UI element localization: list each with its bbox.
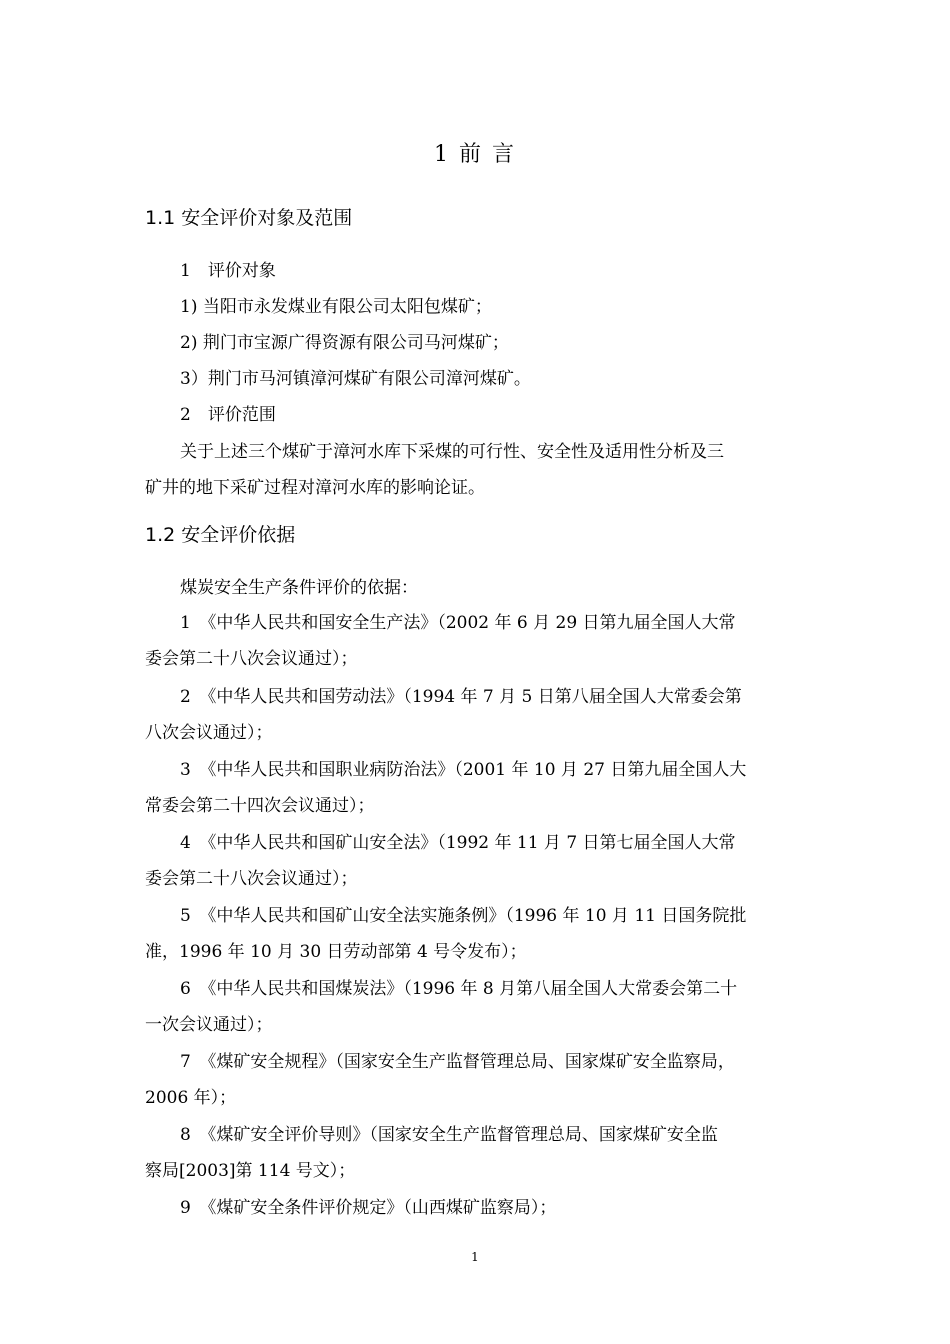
list-item-line: 准，1996 年 10 月 30 日劳动部第 4 号令发布）； [145,942,527,962]
list-item-line: 一次会议通过）； [145,1015,273,1035]
section-heading-1-2: 1.2 安全评价依据 [145,524,296,546]
page-title: 1 前 言 [434,142,516,167]
list-item-line: 6 《中华人民共和国煤炭法》（1996 年 8 月第八届全国人大常委会第二十 [180,979,738,999]
list-item-line: 4 《中华人民共和国矿山安全法》（1992 年 11 月 7 日第七届全国人大常 [180,833,736,853]
list-item-line: 2006 年）； [145,1088,237,1108]
list-item-line: 8 《煤矿安全评价导则》（国家安全生产监督管理总局、国家煤矿安全监 [180,1125,718,1145]
paragraph-line: 2) 荆门市宝源广得资源有限公司马河煤矿； [180,333,509,353]
list-item-line: 7 《煤矿安全规程》（国家安全生产监督管理总局、国家煤矿安全监察局， [180,1052,735,1072]
paragraph-line: 关于上述三个煤矿于漳河水库下采煤的可行性、安全性及适用性分析及三 [180,442,724,462]
page-number: 1 [471,1250,479,1264]
paragraph-line: 1 评价对象 [180,261,276,281]
paragraph-line: 2 评价范围 [180,405,276,425]
list-item-line: 1 《中华人民共和国安全生产法》（2002 年 6 月 29 日第九届全国人大常 [180,613,736,633]
paragraph-line: 3）荆门市马河镇漳河煤矿有限公司漳河煤矿。 [180,369,531,389]
list-item-line: 察局[2003]第 114 号文）； [145,1161,356,1181]
list-item-line: 3 《中华人民共和国职业病防治法》（2001 年 10 月 27 日第九届全国人大 [180,760,747,780]
list-item-line: 八次会议通过）； [145,723,273,743]
paragraph-line: 矿井的地下采矿过程对漳河水库的影响论证。 [145,478,485,498]
list-item-line: 常委会第二十四次会议通过）； [145,796,375,816]
section-heading-1-1: 1.1 安全评价对象及范围 [145,207,353,229]
list-item-line: 2 《中华人民共和国劳动法》（1994 年 7 月 5 日第八届全国人大常委会第 [180,687,742,707]
list-item-line: 9 《煤矿安全条件评价规定》（山西煤矿监察局）； [180,1198,557,1218]
paragraph-line: 1) 当阳市永发煤业有限公司太阳包煤矿； [180,297,492,317]
list-item-line: 委会第二十八次会议通过）； [145,649,358,669]
list-item-line: 委会第二十八次会议通过）； [145,869,358,889]
paragraph-line: 煤炭安全生产条件评价的依据： [180,578,418,598]
list-item-line: 5 《中华人民共和国矿山安全法实施条例》（1996 年 10 月 11 日国务院批 [180,906,747,926]
